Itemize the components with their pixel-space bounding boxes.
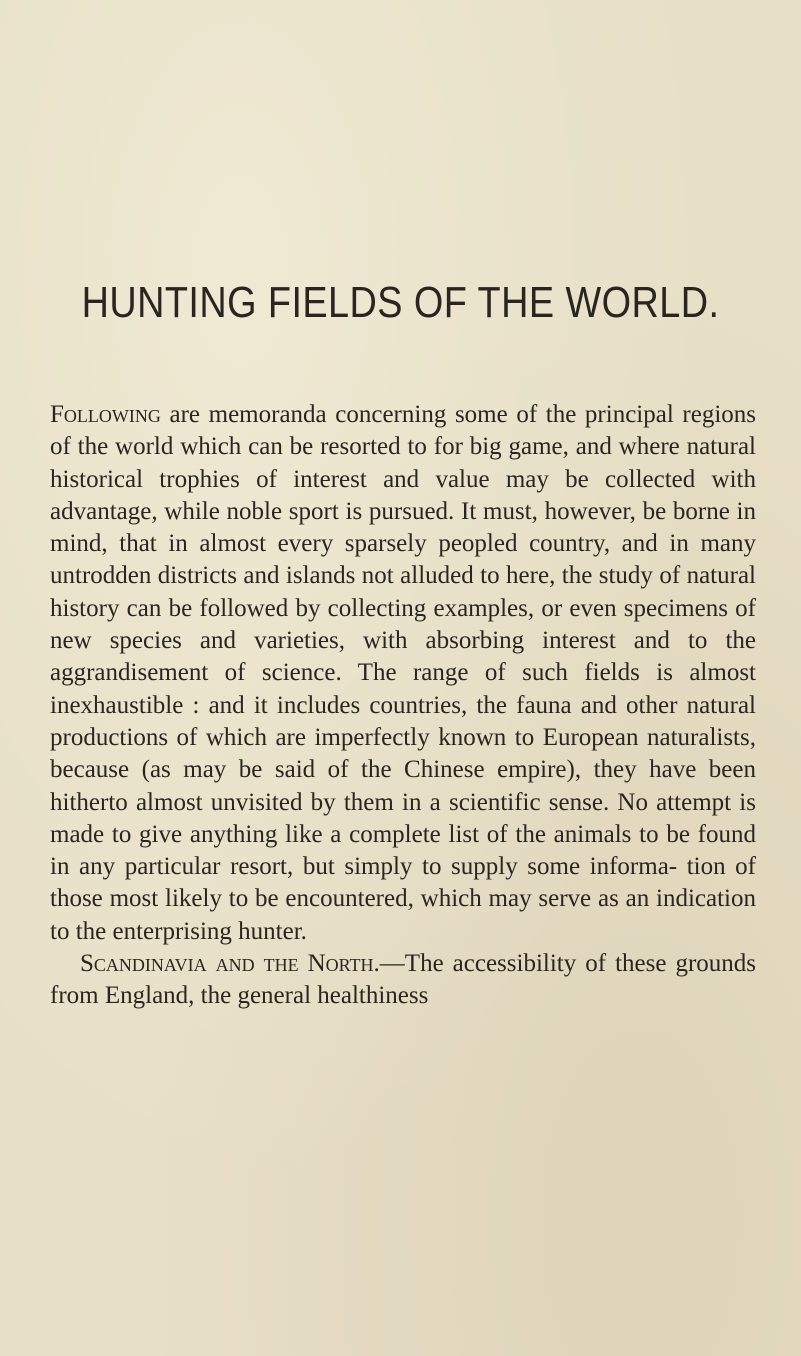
paragraph-lead-word: Following: [50, 401, 161, 428]
page-title: HUNTING FIELDS OF THE WORLD.: [81, 278, 720, 327]
paragraph-scandinavia-text: —The accessibility of these grounds from England, the general healthiness: [50, 950, 757, 1010]
section-heading-scandinavia: Scandinavia and the North.: [80, 950, 380, 978]
body-text: [50, 399, 756, 1013]
paragraph-introduction: [50, 399, 756, 948]
paragraph-scandinavia: [50, 948, 756, 1013]
paragraph-introduction-text: are memoranda concerning some of the principal regions of the world which can be resorted to for big game, and where natural historical trophies of interest and value may be collected with advantage, while noble sport is pursued. It must, however, be borne in mind, that in almost every sparsely peopled country, and in many untrodden districts and islands not alluded to here, the study of natural history can be followed by collecting examples, or even specimens of new species and varieties, with absorbing interest and to the aggrandisement of science. The range of such fields is almost inexhaustible : and it includes countries, the fauna and other natural productions of which are imperfectly known to European naturalists, because (as may be said of the Chinese empire), they have been hitherto almost unvisited by them in a scientific sense. No attempt is made to give anything like a complete list of the animals to be found in any particular resort, but simply to supply some informa- tion of those most likely to be encountered, which may serve as an indication to the enterprising hunter.: [50, 401, 757, 945]
